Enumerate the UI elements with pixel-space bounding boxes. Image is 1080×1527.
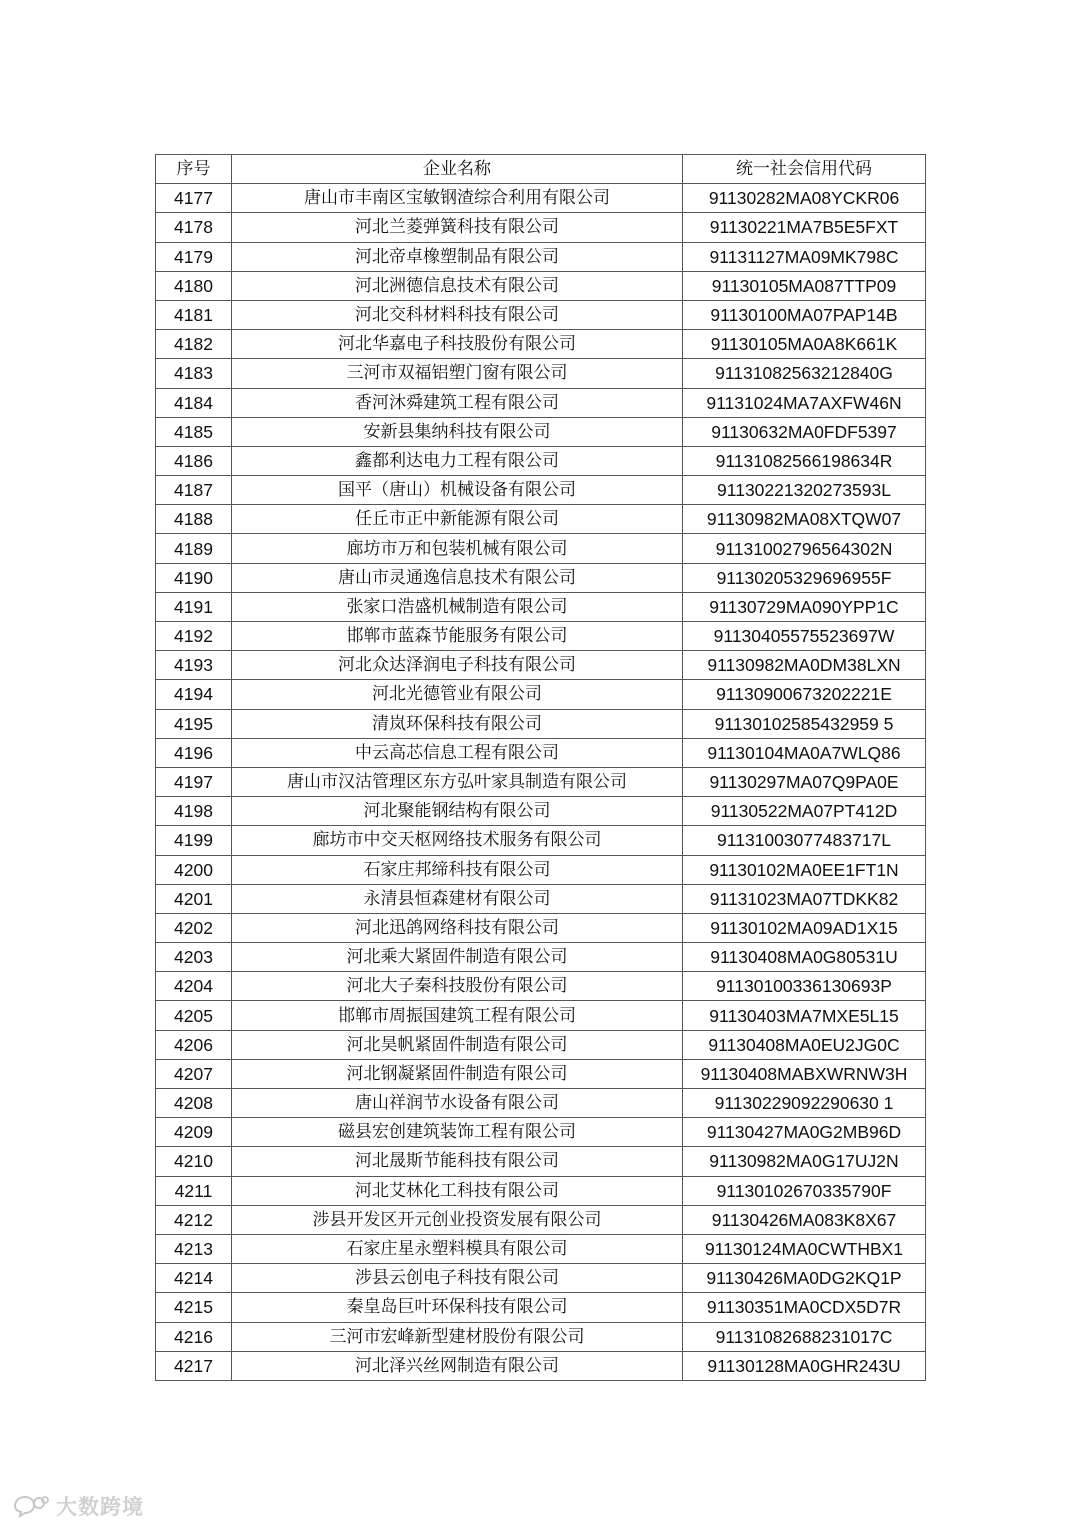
cell-serial-number: 4210 <box>156 1147 232 1176</box>
cell-serial-number: 4206 <box>156 1030 232 1059</box>
cell-serial-number: 4208 <box>156 1089 232 1118</box>
cell-company-name: 任丘市正中新能源有限公司 <box>232 505 683 534</box>
cell-serial-number: 4215 <box>156 1293 232 1322</box>
cell-serial-number: 4185 <box>156 417 232 446</box>
cell-serial-number: 4213 <box>156 1234 232 1263</box>
cell-company-name: 河北迅鸽网络科技有限公司 <box>232 913 683 942</box>
table-row <box>156 826 926 855</box>
cell-company-name: 河北钢凝紧固件制造有限公司 <box>232 1059 683 1088</box>
cell-company-name: 河北众达泽润电子科技有限公司 <box>232 651 683 680</box>
cell-serial-number: 4196 <box>156 738 232 767</box>
cell-credit-code: 91130403MA7MXE5L15 <box>683 1001 926 1030</box>
table-row <box>156 388 926 417</box>
table-row <box>156 330 926 359</box>
table-row <box>156 534 926 563</box>
table-row <box>156 505 926 534</box>
cell-credit-code: 91131024MA7AXFW46N <box>683 388 926 417</box>
cell-serial-number: 4180 <box>156 271 232 300</box>
table-row <box>156 417 926 446</box>
cell-serial-number: 4209 <box>156 1118 232 1147</box>
cell-credit-code: 91130221MA7B5E5FXT <box>683 213 926 242</box>
table-row <box>156 972 926 1001</box>
cell-company-name: 河北交科材料科技有限公司 <box>232 300 683 329</box>
cell-company-name: 唐山市灵通逸信息技术有限公司 <box>232 563 683 592</box>
cell-credit-code: 91130900673202221E <box>683 680 926 709</box>
table-row <box>156 680 926 709</box>
cell-company-name: 涉县云创电子科技有限公司 <box>232 1264 683 1293</box>
cell-credit-code: 91131082688231017C <box>683 1322 926 1351</box>
cell-credit-code: 91130105MA0A8K661K <box>683 330 926 359</box>
cell-credit-code: 91130426MA0DG2KQ1P <box>683 1264 926 1293</box>
cell-serial-number: 4216 <box>156 1322 232 1351</box>
table-row <box>156 1001 926 1030</box>
cell-company-name: 香河沐舜建筑工程有限公司 <box>232 388 683 417</box>
table-row <box>156 1351 926 1380</box>
table-row <box>156 797 926 826</box>
cell-company-name: 磁县宏创建筑装饰工程有限公司 <box>232 1118 683 1147</box>
cell-credit-code: 91131003077483717L <box>683 826 926 855</box>
cell-credit-code: 91130632MA0FDF5397 <box>683 417 926 446</box>
cell-serial-number: 4179 <box>156 242 232 271</box>
cell-serial-number: 4189 <box>156 534 232 563</box>
cell-company-name: 张家口浩盛机械制造有限公司 <box>232 592 683 621</box>
cell-serial-number: 4193 <box>156 651 232 680</box>
table-row <box>156 1059 926 1088</box>
watermark-text: 大数跨境 <box>56 1495 144 1519</box>
cell-credit-code: 91130124MA0CWTHBX1 <box>683 1234 926 1263</box>
cell-credit-code: 91130128MA0GHR243U <box>683 1351 926 1380</box>
cell-serial-number: 4199 <box>156 826 232 855</box>
cell-company-name: 邯郸市蓝森节能服务有限公司 <box>232 622 683 651</box>
cell-company-name: 秦皇岛巨叶环保科技有限公司 <box>232 1293 683 1322</box>
cell-credit-code: 91131023MA07TDKK82 <box>683 884 926 913</box>
header-credit-code: 统一社会信用代码 <box>683 155 926 184</box>
cell-company-name: 廊坊市中交天枢网络技术服务有限公司 <box>232 826 683 855</box>
table-row <box>156 913 926 942</box>
cell-serial-number: 4217 <box>156 1351 232 1380</box>
table-header <box>156 155 926 184</box>
cell-serial-number: 4204 <box>156 972 232 1001</box>
cell-credit-code: 91130229092290630 1 <box>683 1089 926 1118</box>
chat-bubble-logo-icon <box>12 1494 50 1518</box>
cell-serial-number: 4192 <box>156 622 232 651</box>
cell-company-name: 河北艾林化工科技有限公司 <box>232 1176 683 1205</box>
table-row <box>156 1147 926 1176</box>
table-row <box>156 943 926 972</box>
table-row <box>156 359 926 388</box>
cell-serial-number: 4197 <box>156 767 232 796</box>
table-row <box>156 1322 926 1351</box>
cell-serial-number: 4198 <box>156 797 232 826</box>
cell-company-name: 唐山市汉沽管理区东方弘叶家具制造有限公司 <box>232 767 683 796</box>
table-row <box>156 1118 926 1147</box>
table-row <box>156 622 926 651</box>
cell-credit-code: 91130982MA0G17UJ2N <box>683 1147 926 1176</box>
cell-company-name: 河北晟斯节能科技有限公司 <box>232 1147 683 1176</box>
cell-credit-code: 91130221320273593L <box>683 476 926 505</box>
table-row <box>156 738 926 767</box>
table-row <box>156 1264 926 1293</box>
cell-serial-number: 4201 <box>156 884 232 913</box>
table-row <box>156 563 926 592</box>
cell-serial-number: 4178 <box>156 213 232 242</box>
cell-serial-number: 4184 <box>156 388 232 417</box>
cell-credit-code: 91130105MA087TTP09 <box>683 271 926 300</box>
cell-serial-number: 4182 <box>156 330 232 359</box>
enterprise-table <box>155 154 926 1381</box>
cell-company-name: 唐山祥润节水设备有限公司 <box>232 1089 683 1118</box>
table-header-row <box>156 155 926 184</box>
table-row <box>156 476 926 505</box>
table-row <box>156 1293 926 1322</box>
table-row <box>156 184 926 213</box>
table-row <box>156 300 926 329</box>
cell-serial-number: 4194 <box>156 680 232 709</box>
cell-serial-number: 4177 <box>156 184 232 213</box>
cell-credit-code: 91130982MA08XTQW07 <box>683 505 926 534</box>
table-row <box>156 446 926 475</box>
cell-credit-code: 91130982MA0DM38LXN <box>683 651 926 680</box>
cell-credit-code: 91130729MA090YPP1C <box>683 592 926 621</box>
cell-credit-code: 91130205329696955F <box>683 563 926 592</box>
cell-credit-code: 91130102585432959 5 <box>683 709 926 738</box>
cell-credit-code: 91130408MABXWRNW3H <box>683 1059 926 1088</box>
cell-credit-code: 91130405575523697W <box>683 622 926 651</box>
table-row <box>156 1176 926 1205</box>
cell-credit-code: 91131082566198634R <box>683 446 926 475</box>
cell-serial-number: 4200 <box>156 855 232 884</box>
table-row <box>156 1030 926 1059</box>
cell-credit-code: 91130282MA08YCKR06 <box>683 184 926 213</box>
cell-company-name: 唐山市丰南区宝敏钢渣综合利用有限公司 <box>232 184 683 213</box>
cell-company-name: 中云高芯信息工程有限公司 <box>232 738 683 767</box>
watermark <box>12 1491 144 1521</box>
cell-serial-number: 4191 <box>156 592 232 621</box>
table-row <box>156 592 926 621</box>
cell-credit-code: 91130351MA0CDX5D7R <box>683 1293 926 1322</box>
cell-credit-code: 91130102MA0EE1FT1N <box>683 855 926 884</box>
cell-company-name: 石家庄邦缔科技有限公司 <box>232 855 683 884</box>
cell-serial-number: 4183 <box>156 359 232 388</box>
cell-serial-number: 4211 <box>156 1176 232 1205</box>
cell-company-name: 河北泽兴丝网制造有限公司 <box>232 1351 683 1380</box>
table-row <box>156 651 926 680</box>
enterprise-table-container <box>155 154 925 1381</box>
cell-credit-code: 91130408MA0EU2JG0C <box>683 1030 926 1059</box>
table-row <box>156 884 926 913</box>
cell-serial-number: 4188 <box>156 505 232 534</box>
cell-company-name: 河北华嘉电子科技股份有限公司 <box>232 330 683 359</box>
cell-serial-number: 4207 <box>156 1059 232 1088</box>
cell-serial-number: 4186 <box>156 446 232 475</box>
cell-company-name: 河北昊帆紧固件制造有限公司 <box>232 1030 683 1059</box>
cell-serial-number: 4202 <box>156 913 232 942</box>
cell-serial-number: 4195 <box>156 709 232 738</box>
cell-credit-code: 91130102MA09AD1X15 <box>683 913 926 942</box>
cell-credit-code: 91130522MA07PT412D <box>683 797 926 826</box>
cell-credit-code: 91130426MA083K8X67 <box>683 1205 926 1234</box>
header-serial-number: 序号 <box>156 155 232 184</box>
table-row <box>156 1089 926 1118</box>
cell-serial-number: 4181 <box>156 300 232 329</box>
cell-company-name: 廊坊市万和包装机械有限公司 <box>232 534 683 563</box>
table-row <box>156 767 926 796</box>
cell-company-name: 邯郸市周振国建筑工程有限公司 <box>232 1001 683 1030</box>
cell-credit-code: 91130297MA07Q9PA0E <box>683 767 926 796</box>
cell-credit-code: 91131082563212840G <box>683 359 926 388</box>
table-row <box>156 1205 926 1234</box>
table-row <box>156 242 926 271</box>
cell-company-name: 河北聚能钢结构有限公司 <box>232 797 683 826</box>
cell-company-name: 河北兰菱弹簧科技有限公司 <box>232 213 683 242</box>
table-row <box>156 709 926 738</box>
cell-serial-number: 4205 <box>156 1001 232 1030</box>
table-row <box>156 855 926 884</box>
cell-company-name: 三河市双福铝塑门窗有限公司 <box>232 359 683 388</box>
cell-serial-number: 4212 <box>156 1205 232 1234</box>
cell-company-name: 河北帝卓橡塑制品有限公司 <box>232 242 683 271</box>
table-body <box>156 184 926 1381</box>
cell-credit-code: 91130408MA0G80531U <box>683 943 926 972</box>
cell-company-name: 涉县开发区开元创业投资发展有限公司 <box>232 1205 683 1234</box>
cell-credit-code: 91131127MA09MK798C <box>683 242 926 271</box>
cell-company-name: 河北光德管业有限公司 <box>232 680 683 709</box>
cell-company-name: 三河市宏峰新型建材股份有限公司 <box>232 1322 683 1351</box>
table-row <box>156 271 926 300</box>
cell-company-name: 石家庄星永塑料模具有限公司 <box>232 1234 683 1263</box>
cell-credit-code: 91130102670335790F <box>683 1176 926 1205</box>
cell-credit-code: 91130100336130693P <box>683 972 926 1001</box>
cell-credit-code: 91130104MA0A7WLQ86 <box>683 738 926 767</box>
table-row <box>156 1234 926 1263</box>
cell-company-name: 河北大子秦科技股份有限公司 <box>232 972 683 1001</box>
cell-company-name: 鑫都利达电力工程有限公司 <box>232 446 683 475</box>
cell-credit-code: 91130427MA0G2MB96D <box>683 1118 926 1147</box>
header-company-name: 企业名称 <box>232 155 683 184</box>
cell-serial-number: 4187 <box>156 476 232 505</box>
cell-credit-code: 91131002796564302N <box>683 534 926 563</box>
cell-company-name: 安新县集纳科技有限公司 <box>232 417 683 446</box>
cell-company-name: 国平（唐山）机械设备有限公司 <box>232 476 683 505</box>
cell-credit-code: 91130100MA07PAP14B <box>683 300 926 329</box>
cell-serial-number: 4190 <box>156 563 232 592</box>
cell-serial-number: 4214 <box>156 1264 232 1293</box>
cell-company-name: 永清县恒森建材有限公司 <box>232 884 683 913</box>
cell-company-name: 清岚环保科技有限公司 <box>232 709 683 738</box>
cell-company-name: 河北洲德信息技术有限公司 <box>232 271 683 300</box>
cell-serial-number: 4203 <box>156 943 232 972</box>
cell-company-name: 河北乘大紧固件制造有限公司 <box>232 943 683 972</box>
table-row <box>156 213 926 242</box>
